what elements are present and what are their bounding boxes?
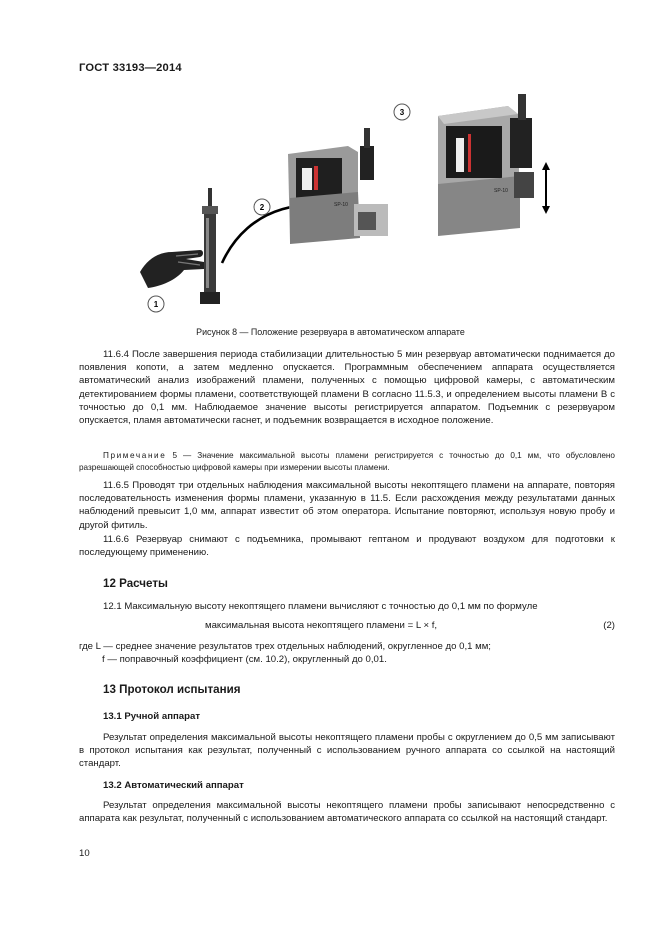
- paragraph-11-6-6: 11.6.6 Резервуар снимают с подъемника, промывают гептаном и продувают воздухом для подготовки к последующему применению.: [79, 534, 615, 559]
- reservoir-illustration: [200, 188, 220, 304]
- paragraph-13-1: Результат определения максимальной высоты некоптящего пламени пробы с округлением до 0,5 мм записывают в протокол испытания как результат, полученный с использованием ручного аппарата со ссылкой на настоящий стандарт.: [79, 732, 615, 770]
- document-header: ГОСТ 33193—2014: [79, 62, 182, 74]
- page-number: 10: [79, 848, 90, 859]
- svg-text:2: 2: [259, 203, 265, 212]
- section-13-1-heading: 13.1 Ручной аппарат: [103, 711, 201, 722]
- svg-text:SP-10: SP-10: [494, 188, 508, 194]
- paragraph-12-1: 12.1 Максимальную высоту некоптящего пламени вычисляют с точностью до 0,1 мм по формуле: [103, 601, 538, 612]
- formula-text: максимальная высота некоптящего пламени = L × f,: [205, 620, 438, 631]
- note-5: [79, 450, 615, 473]
- callout-3: [394, 104, 410, 120]
- note-label: Примечание: [103, 451, 167, 460]
- callout-2: [254, 199, 270, 215]
- svg-text:1: 1: [153, 300, 159, 309]
- section-13-2-heading: 13.2 Автоматический аппарат: [103, 780, 244, 791]
- figure-caption: Рисунок 8 — Положение резервуара в автоматическом аппарате: [196, 327, 465, 337]
- formula-legend: [79, 640, 615, 666]
- note-text: 5 — Значение максимальной высоты пламени регистрируется с точностью до 0,1 мм, что обусловлено разрешающей способностью цифровой камеры при измерении высоты пламени.: [79, 451, 615, 472]
- formula-number: (2): [603, 620, 615, 631]
- callout-1: [148, 296, 164, 312]
- hand-illustration: [140, 250, 207, 288]
- apparatus-large: [438, 94, 550, 236]
- section-13-heading: 13 Протокол испытания: [103, 683, 241, 696]
- svg-text:3: 3: [399, 108, 405, 117]
- apparatus-small: [288, 128, 388, 244]
- paragraph-13-2: Результат определения максимальной высоты некоптящего пламени пробы записывают непосредственно с аппарата как результат, полученный с использованием автоматического аппарата со ссылкой на настоящий стандарт.: [79, 800, 615, 825]
- legend-L: где L — среднее значение результатов трех отдельных наблюдений, округленное до 0,1 мм;: [79, 641, 491, 652]
- figure-apparatus: [138, 88, 558, 320]
- legend-f: f — поправочный коэффициент (см. 10.2), округленный до 0,01.: [102, 654, 387, 666]
- paragraph-11-6-5: 11.6.5 Проводят три отдельных наблюдения максимальной высоты некоптящего пламени на аппарате, повторяя последовательность изменения формы пламени, указанную в 11.5. Если расхождения между результатами данных наблюдений превысит 1,0 мм, аппарат известит об этом оператора. Испытание повторяют, используя новую пробу и другой фитиль.: [79, 480, 615, 531]
- paragraph-11-6-4: 11.6.4 После завершения периода стабилизации длительностью 5 мин резервуар автоматически поднимается до появления копоти, а затем медленно опускается. Программным обеспечением аппарата осуществляется автоматический анализ изображений пламени, полученных с помощью цифровой камеры, с автоматическим детектированием формы пламени, соответствующей пламени В согласно 11.5.3, и определением высоты пламени В с точностью до 0,1 мм. Наблюдаемое значение высоты регистрируется аппаратом. Подъемник с резервуаром опускается, пламя автоматически гаснет, и подъемник возвращается в исходное положение.: [79, 349, 615, 427]
- section-12-heading: 12 Расчеты: [103, 577, 168, 590]
- svg-text:SP-10: SP-10: [334, 202, 348, 208]
